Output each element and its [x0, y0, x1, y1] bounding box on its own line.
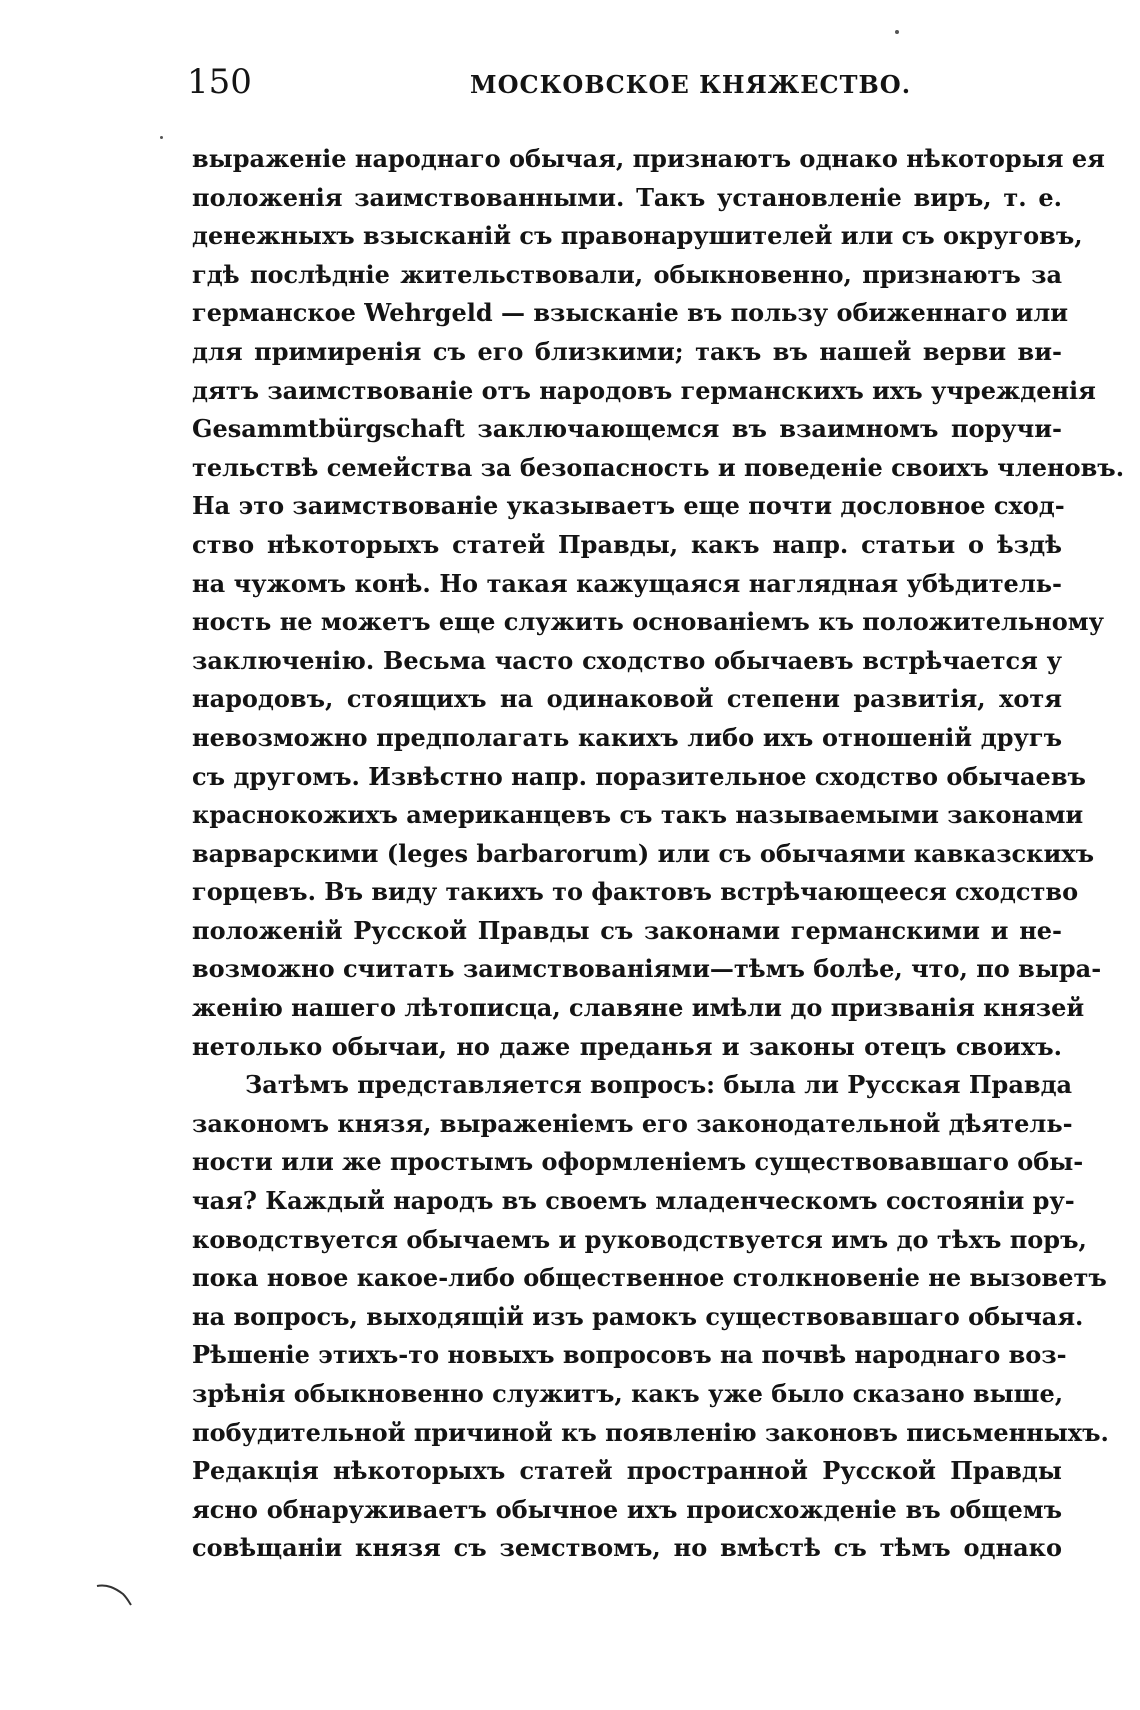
text-line: зрѣнія обыкновенно служитъ, какъ уже было сказано выше, [192, 1379, 1064, 1408]
text-line: выраженіе народнаго обычая, признаютъ однако нѣкоторыя ея [192, 144, 1105, 173]
text-line: германское Wehrgeld — взысканіе въ пользу обиженнаго или [192, 298, 1069, 328]
text-line: заключенію. Весьма часто сходство обычаевъ встрѣчается у [192, 645, 1062, 675]
text-line: ководствуется обычаемъ и руководствуется имъ до тѣхъ поръ, [192, 1224, 1087, 1254]
text-line: ность не можетъ еще служить основаніемъ къ положительному [192, 607, 1104, 637]
text-line: варварскими (leges barbarorum) или съ обычаями кавказскихъ [192, 838, 1094, 868]
text-line: закономъ князя, выраженіемъ его законодательной дѣятель- [192, 1108, 1073, 1138]
text-line: нетолько обычаи, но даже преданья и законы отецъ своихъ. [192, 1031, 1062, 1061]
text-line: гдѣ послѣдніе жительствовали, обыкновенно, признаютъ за [192, 259, 1062, 289]
text-line: возможно считать заимствованіями—тѣмъ болѣе, что, по выра- [192, 954, 1102, 984]
body-text [192, 140, 1125, 1568]
text-line: на вопросъ, выходящій изъ рамокъ существовавшаго обычая. [192, 1301, 1084, 1331]
text-line: пока новое какое-либо общественное столкновеніе не вызоветъ [192, 1263, 1107, 1293]
text-line: Редакція нѣкоторыхъ статей пространной Русской Правды [192, 1456, 1062, 1486]
text-line: денежныхъ взысканій съ правонарушителей или съ округовъ, [192, 221, 1083, 251]
text-line: положеній Русской Правды съ законами германскими и не- [192, 915, 1062, 945]
text-line: невозможно предполагать какихъ либо ихъ отношеній другъ [192, 722, 1062, 752]
text-line: На это заимствованіе указываетъ еще почти дословное сход- [192, 491, 1065, 521]
text-line: народовъ, стоящихъ на одинаковой степени развитія, хотя [192, 684, 1062, 714]
text-line: побудительной причиной къ появленію законовъ письменныхъ. [192, 1417, 1109, 1447]
text-line: ности или же простымъ оформленіемъ существовавшаго обы- [192, 1147, 1084, 1177]
page-number: 150 [187, 62, 252, 102]
text-line: дятъ заимствованіе отъ народовъ германскихъ ихъ учрежденія [192, 375, 1096, 405]
text-line: тельствѣ семейства за безопасность и поведеніе своихъ членовъ. [192, 452, 1125, 482]
running-title: МОСКОВСКОЕ КНЯЖЕСТВО. [470, 70, 912, 99]
text-line: женію нашего лѣтописца, славяне имѣли до призванія князей [192, 993, 1085, 1023]
scan-artifact-dot [895, 30, 899, 34]
text-line: Рѣшеніе этихъ-то новыхъ вопросовъ на почвѣ народнаго воз- [192, 1340, 1067, 1370]
text-line: съ другомъ. Извѣстно напр. поразительное сходство обычаевъ [192, 761, 1086, 791]
text-line: для примиренія съ его близкими; такъ въ нашей верви ви- [192, 336, 1062, 366]
text-line: чая? Каждый народъ въ своемъ младенческомъ состояніи ру- [192, 1186, 1075, 1216]
text-line: ство нѣкоторыхъ статей Правды, какъ напр. статьи о ѣздѣ [192, 529, 1062, 559]
text-line: на чужомъ конѣ. Но такая кажущаяся наглядная убѣдитель- [192, 568, 1062, 598]
scan-artifact-dot [160, 136, 163, 139]
text-line: положенія заимствованными. Такъ установленіе виръ, т. е. [192, 182, 1062, 212]
paragraph-first-line: Затѣмъ представляется вопросъ: была ли Русская Правда [245, 1070, 1073, 1100]
text-line: горцевъ. Въ виду такихъ то фактовъ встрѣчающееся сходство [192, 877, 1079, 907]
text-line: краснокожихъ американцевъ съ такъ называемыми законами [192, 800, 1084, 830]
text-line: Gesammtbürgschaft заключающемся въ взаимномъ поручи- [192, 414, 1062, 444]
text-line: совѣщаніи князя съ земствомъ, но вмѣстѣ съ тѣмъ однако [192, 1533, 1062, 1563]
text-line: ясно обнаруживаетъ обычное ихъ происхожденіе въ общемъ [192, 1494, 1062, 1524]
scan-artifact-stroke [95, 1580, 135, 1608]
